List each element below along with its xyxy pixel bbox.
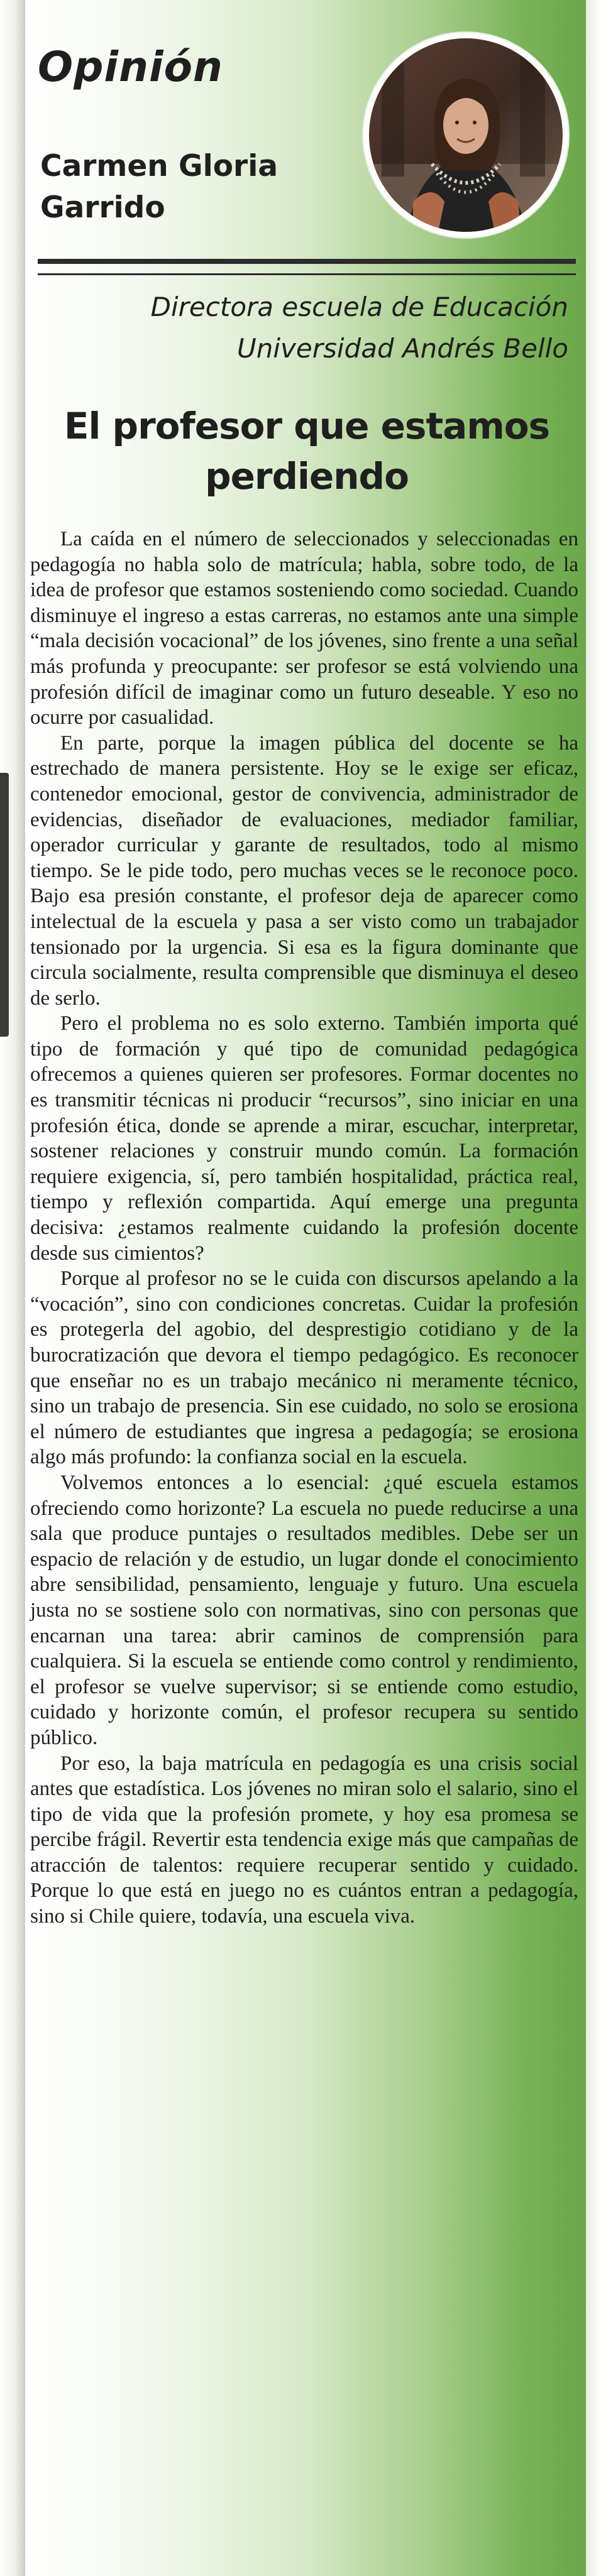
author-name-line2: Garrido xyxy=(40,190,165,225)
paragraph: Porque al profesor no se le cuida con discursos apelando a la “vocación”, sino con condiciones concretas. Cuidar la profesión es protegerla del agobio, del desprestigio cotidiano y de la burocratización que devora el tiempo pedagógico. Es reconocer que enseñar no es un trabajo mecánico ni meramente técnico, sino un trabajo de presencia. Sin ese cuidado, no solo se erosiona el número de estudiantes que ingresa a pedagogía; se erosiona algo más profundo: la confianza social en la escuela. xyxy=(30,1267,578,1469)
paragraph: La caída en el número de seleccionados y seleccionadas en pedagogía no habla solo de matrícula; habla, sobre todo, de la idea de profesor que estamos sosteniendo como sociedad. Cuando disminuye el ingreso a estas carreras, no estamos ante una simple “mala decisión vocacional” de los jóvenes, sino frente a una señal más profunda y preocupante: ser profesor se está volviendo una profesión difícil de imaginar como un futuro deseable. Y eso no ocurre por casualidad. xyxy=(30,528,578,729)
author-name xyxy=(40,146,329,229)
author-role-line1: Directora escuela de Educación xyxy=(150,292,568,322)
page-edge-right xyxy=(586,0,601,2576)
author-name-line1: Carmen Gloria xyxy=(40,149,278,183)
page-tab-marker xyxy=(0,773,9,1037)
paragraph: Pero el problema no es solo externo. También importa qué tipo de formación y qué tipo de comunidad pedagógica ofrecemos a quienes quieren ser profesores. Formar docentes no es transmitir técnicas ni producir “recursos”, sino iniciar en una profesión ética, donde se aprende a mirar, escuchar, interpretar, sostener relaciones y construir mundo común. La formación requiere exigencia, sí, pero también hospitalidad, práctica real, tiempo y reflexión compartida. Aquí emerge una pregunta decisiva: ¿estamos realmente cuidando la profesión docente desde sus cimientos? xyxy=(30,1012,578,1265)
author-photo xyxy=(369,38,563,232)
paragraph: Por eso, la baja matrícula en pedagogía es una crisis social antes que estadística. Los jóvenes no miran solo el salario, sino el tipo de vida que la profesión promete, y hoy esa promesa se percibe frágil. Revertir esta tendencia exige más que campañas de atracción de talentos: requiere recuperar sentido y cuidado. Porque lo que está en juego no es cuántos entran a pedagogía, sino si Chile quiere, todavía, una escuela viva. xyxy=(30,1752,578,1928)
article-body xyxy=(30,527,578,1929)
paragraph: Volvemos entonces a lo esencial: ¿qué escuela estamos ofreciendo como horizonte? La escuela no puede reducirse a una sala que produce puntajes o resultados medibles. Debe ser un espacio de relación y de estudio, un lugar donde el conocimiento abre sensibilidad, pensamiento, lenguaje y futuro. Una escuela justa no se sostiene solo con normativas, sino con personas que encarnan una tarea: abrir caminos de comprensión para cualquiera. Si la escuela se entiende como control y rendimiento, el profesor se vuelve supervisor; si se entiende como estudio, cuidado y horizonte común, el profesor recupera su sentido público. xyxy=(30,1471,578,1749)
section-label: Opinión xyxy=(38,43,223,91)
article-headline: El profesor que estamos perdiendo xyxy=(63,405,550,498)
page-edge xyxy=(0,0,25,2576)
author-role xyxy=(151,287,568,369)
author-role-line2: Universidad Andrés Bello xyxy=(237,333,568,364)
author-avatar xyxy=(363,33,568,237)
header-divider xyxy=(38,259,576,275)
paragraph: En parte, porque la imagen pública del docente se ha estrechado de manera persistente. Hoy se le exige ser eficaz, contenedor emocional, gestor de convivencia, administrador de evidencias, diseñador de evaluaciones, mediador familiar, operador curricular y garante de resultados, todo al mismo tiempo. Se le pide todo, pero muchas veces se le reconoce poco. Bajo esa presión constante, el profesor deja de aparecer como intelectual de la escuela y pasa a ser visto como un trabajador tensionado por la urgencia. Si esa es la figura dominante que circula socialmente, resulta comprensible que disminuya el deseo de serlo. xyxy=(30,731,578,1010)
